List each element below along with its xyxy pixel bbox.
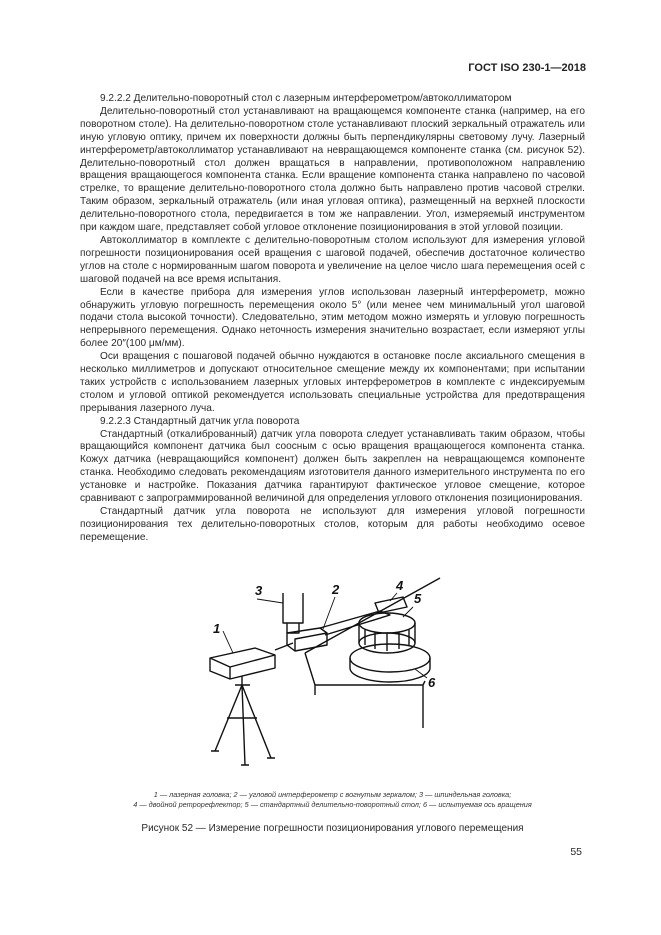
paragraph: Стандартный датчик угла поворота не используют для измерения угловой погрешности позиционирования тех делительно-поворотных столов, которым для работы необходимо осевое перемещение. <box>80 506 585 543</box>
figure-label-6: 6 <box>428 675 436 690</box>
retroreflector-arm <box>320 611 390 635</box>
figure-label-4: 4 <box>396 578 404 593</box>
figure-legend <box>80 790 585 810</box>
spindle-head <box>283 593 303 623</box>
body-text <box>80 93 585 545</box>
laser-beam <box>275 643 293 650</box>
figure-52-drawing <box>175 573 485 783</box>
paragraph: Автоколлиматор в комплекте с делительно-поворотным столом используют для измерения угловой погрешности позиционирования осей вращения с шаговой подачей, обеспечив достаточное количество углов на столе с нормированным шагом поворота и увеличение на целое число шага перемещения осей с шаговой подачей на все время испытания. <box>80 234 585 285</box>
figure-label-3: 3 <box>255 583 263 598</box>
rotary-axis-base <box>350 644 430 672</box>
paragraph: Оси вращения с пошаговой подачей обычно нуждаются в остановке после аксиального смещения в несколько миллиметров и допускают относительное смещение между их компонентами; при испытании таких устройств с использованием лазерных угловых интерферометров в комплекте с индексируемым столом и угловой оптикой рекомендуется использовать специальные устройства для предотвращения прерывания лазерного луча. <box>80 351 585 414</box>
paragraph: Стандартный (откалиброванный) датчик угла поворота следует устанавливать таким образом, чтобы вращающийся компонент датчика был соосным с осью вращения вращающегося компонента станка. Кожух датчика (невращающийся компонент) должен быть закреплен на невращающемся компоненте станка. Необходимо следовать рекомендациям изготовителя данного измерительного инструмента по его установке и настройке. Показания датчика гарантируют фактическое угловое смещение, которое сравнивают с запрограммированной величиной для определения углового отклонения позиционирования. <box>80 428 585 505</box>
section-heading: 9.2.2.2 Делительно-поворотный стол с лазерным интерферометром/автоколлиматором <box>100 93 512 104</box>
legend-line: 1 — лазерная головка; 2 — угловой интерферометр с вогнутым зеркалом; 3 — шпиндельная головка; <box>153 790 512 799</box>
figure-label-1: 1 <box>213 621 221 636</box>
page-number: 55 <box>570 846 582 858</box>
legend-line: 4 — двойной ретрорефлектор; 5 — стандартный делительно-поворотный стол; 6 — испытуемая ось вращения <box>133 800 532 809</box>
paragraph: Если в качестве прибора для измерения углов использован лазерный интерферометр, можно обнаружить угловую погрешность перемещения около 5° (или менее чем минимальный угол шаговой подачи стола высокой точности). Следовательно, этим методом можно измерять и угловую погрешность непрерывного перемещения. Однако неточность измерения значительно возрастает, если измеряют углы более 20″(100 μм/мм). <box>80 286 585 350</box>
paragraph: Делительно-поворотный стол устанавливают на вращающемся компоненте станка (например, на его поворотном столе). На делительно-поворотном столе устанавливают плоский зеркальный отражатель или иную угловую оптику, причем их поверхности должны быть перпендикулярны световому лучу. Лазерный интерферометр/автоколлиматор устанавливают на невращающемся компоненте станка (см. рисунок 52). Делительно-поворотный стол должен вращаться в направлении, противоположном направлению вращения вращающегося компонента станка. Если вращение компонента станка направлено по часовой стрелке, то вращение делительно-поворотного стола должно быть направлено против часовой стрелки. Таким образом, зеркальный отражатель (или иная угловая оптика), размещенный на верхней плоскости делительно-поворотного стола, передвигается в том же направлении. Угол, измеряемый инструментом при каждом шаге, представляет собой угловое отклонение позиционирования в этой угловой позиции. <box>80 105 585 234</box>
figure-label-2: 2 <box>332 582 340 597</box>
tripod <box>215 676 271 765</box>
figure-caption: Рисунок 52 — Измерение погрешности позиционирования углового перемещения <box>141 823 524 834</box>
standard-header: ГОСТ ISO 230-1—2018 <box>468 62 586 74</box>
measurement-setup-illustration <box>175 573 485 783</box>
figure-label-5: 5 <box>414 591 422 606</box>
angular-interferometer <box>287 628 327 651</box>
section-heading: 9.2.2.3 Стандартный датчик угла поворота <box>100 415 300 427</box>
